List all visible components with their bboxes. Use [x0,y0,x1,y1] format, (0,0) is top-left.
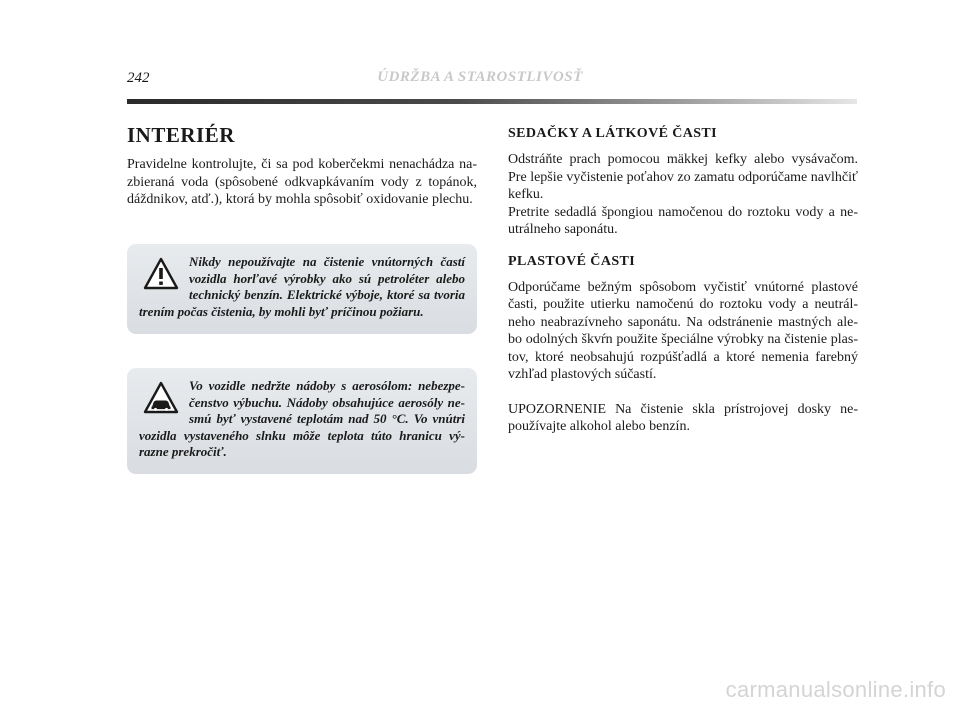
right-column [508,122,858,436]
plastic-note: UPOZORNENIE Na čistenie skla prístrojovej dosky ne-používajte alkohol alebo benzín. [508,401,858,434]
page-number: 242 [127,70,150,86]
aerosol-car-icon [143,381,179,415]
section-title-seats: SEDAČKY A LÁTKOVÉ ČASTI [508,126,718,141]
header-rule [127,99,857,104]
watermark: carmanualsonline.info [725,677,946,702]
section-title-plastic: PLASTOVÉ ČASTI [508,253,636,269]
warning-box-flammable [127,244,477,334]
section-title-interior: INTERIÉR [127,123,235,147]
running-head: ÚDRŽBA A STAROSTLIVOSŤ [377,69,583,85]
seats-paragraph-1: Odstráňte prach pomocou mäkkej kefky alebo vysávačom. Pre lepšie vyčistenie poťahov zo zamatu odporúčame navlhčiť kefku. [508,152,858,202]
warning-text-flammable: Nikdy nepoužívajte na čistenie vnútorných častí vozidla horľavé výrobky ako sú petroléter alebo technický benzín. Elektrické výboje, ktoré sa tvoria trením počas čistenia, by mohli byť príčinou požiaru. [139,254,465,319]
warning-text-aerosol: Vo vozidle nedržte nádoby s aerosólom: nebezpe-čenstvo výbuchu. Nádoby obsahujúce aerosóly ne-smú byť vystavené teplotám nad 50 °C. Vo vnútri vozidla vystaveného slnku môže teplota túto hranicu vý-razne prekročiť. [139,378,465,459]
interior-intro-paragraph: Pravidelne kontrolujte, či sa pod koberčekmi nenachádza na-zbieraná voda (spôsobené odkvapkávaním vody z topánok, dáždnikov, atď.), ktorá by mohla spôsobiť oxidovanie plechu. [127,157,477,207]
plastic-paragraph: Odporúčame bežným spôsobom vyčistiť vnútorné plastové časti, použite utierku namočenú do roztoku vody a neutrál-neho neabrazívneho saponátu. Na odstránenie mastných ale-bo odolných škvŕn použite špeciálne výrobky na čistenie plas-tov, ktoré neobsahujú rozpúšťadlá a ktoré nemenia farebný vzhľad plastových súčastí. [508,279,858,382]
left-column [127,122,477,209]
warning-triangle-icon [143,257,179,291]
warning-box-aerosol [127,368,477,474]
seats-paragraph-2: Pretrite sedadlá špongiou namočenou do roztoku vody a ne-utrálneho saponátu. [508,204,858,237]
